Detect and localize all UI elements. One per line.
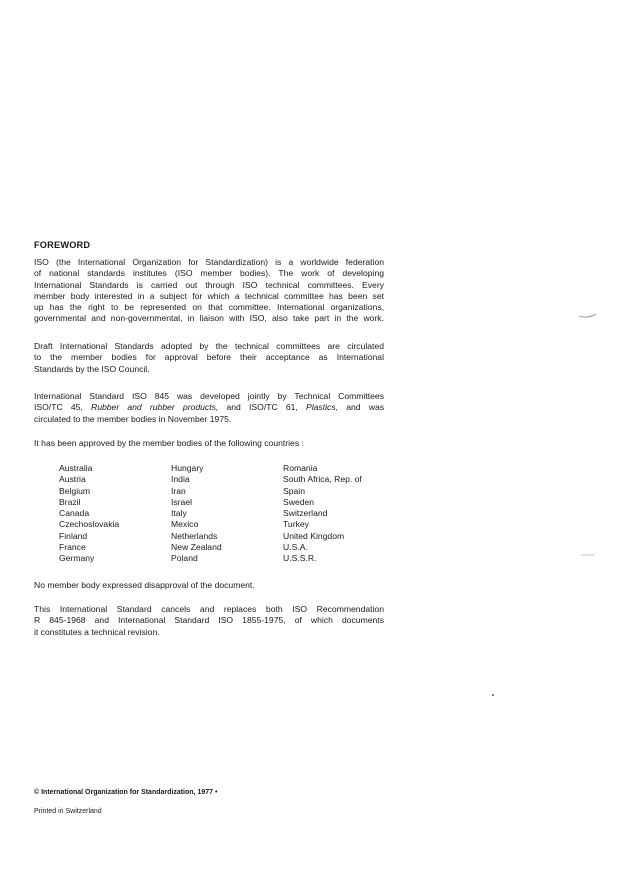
country-item: Finland [59, 530, 88, 541]
paragraph-replaces [34, 604, 384, 638]
country-item: Hungary [171, 463, 204, 473]
countries-column-1 [59, 463, 119, 565]
country-item: Turkey [283, 519, 309, 530]
committee-title-plastics: Plastics, [306, 402, 339, 413]
country-item: U.S.S.R. [283, 553, 317, 564]
text-line: it constitutes a technical revision. [34, 626, 160, 637]
printed-location: Printed in Switzerland [34, 808, 102, 815]
country-item: South Africa, Rep. of [283, 474, 362, 485]
country-item: Brazil [59, 496, 81, 507]
text-line: It has been approved by the member bodies of the following countries : [34, 438, 304, 448]
paragraph-development [34, 391, 384, 425]
text-line: International Standard ISO 845 was developed jointly by Technical Committees [34, 391, 384, 401]
country-item: Iran [171, 485, 186, 496]
committee-title-rubber: Rubber and rubber products, [91, 402, 219, 413]
countries-column-3 [283, 463, 362, 565]
paragraph-draft-standards [34, 341, 384, 375]
country-item: Austria [59, 474, 86, 485]
country-item: Sweden [283, 496, 315, 507]
paragraph-no-disapproval [34, 580, 384, 591]
text-line: up has the right to be represented on that committee. International organizations, [34, 302, 384, 313]
country-item: Czechoslovakia [59, 519, 120, 530]
scan-mark [580, 552, 596, 558]
country-item: Australia [59, 463, 93, 473]
country-item: Israel [171, 496, 193, 507]
text-line: Draft International Standards adopted by the technical committees are circulated [34, 341, 384, 351]
paragraph-iso-intro [34, 257, 384, 325]
text-line: Standards by the ISO Council. [34, 363, 150, 374]
text-line: of national standards institutes (ISO member bodies). The work of developing [34, 268, 384, 279]
text-run: and ISO/TC 61, [226, 402, 298, 413]
text-line: International Standards is carried out through ISO technical committees. Every [34, 279, 384, 290]
country-item: Netherlands [171, 530, 218, 541]
country-item: United Kingdom [283, 530, 345, 541]
paragraph-approval [34, 438, 384, 449]
text-line: This International Standard cancels and replaces both ISO Recommendation [34, 604, 384, 614]
text-line: circulated to the member bodies in November 1975. [34, 413, 232, 424]
text-line: ISO (the International Organization for Standardization) is a worldwide federation [34, 257, 384, 267]
text-run: ISO/TC 45, [34, 402, 83, 413]
foreword-heading: FOREWORD [34, 240, 91, 250]
country-item: Spain [283, 485, 305, 496]
copyright-notice: © International Organization for Standardization, 1977 • [34, 789, 218, 796]
text-line: R 845-1968 and International Standard ISO 1855-1975, of which documents [34, 615, 384, 626]
country-item: Mexico [171, 519, 199, 530]
country-item: Belgium [59, 485, 91, 496]
country-item: Germany [59, 553, 95, 564]
country-item: India [171, 474, 190, 485]
text-line [34, 402, 384, 413]
country-item: Romania [283, 463, 318, 473]
countries-column-2 [171, 463, 222, 565]
scan-mark [578, 310, 598, 320]
text-line: governmental and non-governmental, in liaison with ISO, also take part in the work. [34, 313, 384, 324]
text-line: No member body expressed disapproval of the document. [34, 580, 255, 590]
country-item: Italy [171, 508, 187, 519]
scan-dot [492, 694, 494, 696]
text-run: and was [346, 402, 385, 413]
text-line: member body interested in a subject for which a technical committee has been set [34, 290, 384, 301]
country-item: New Zealand [171, 542, 222, 553]
country-item: Canada [59, 508, 90, 519]
text-line: to the member bodies for approval before their acceptance as International [34, 352, 384, 363]
country-item: U.S.A. [283, 542, 308, 553]
country-item: Poland [171, 553, 198, 564]
country-item: France [59, 542, 86, 553]
country-item: Switzerland [283, 508, 328, 519]
